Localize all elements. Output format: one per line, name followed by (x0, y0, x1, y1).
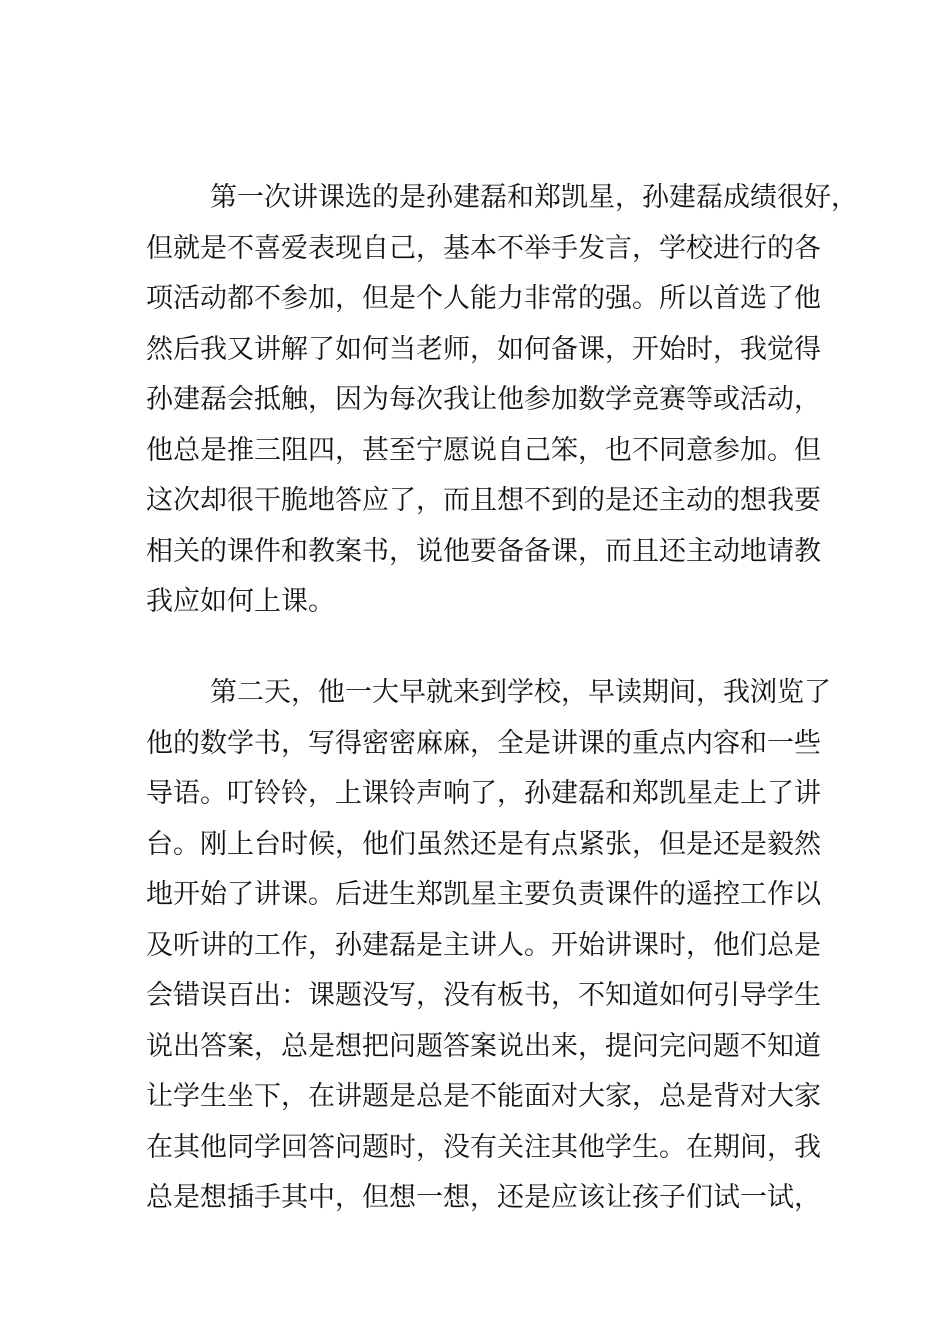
paragraph-line: 他的数学书，写得密密麻麻，全是讲课的重点内容和一些 (146, 728, 821, 759)
paragraph-line: 第二天，他一大早就来到学校，早读期间，我浏览了 (210, 677, 831, 708)
paragraph-line: 他总是推三阻四，甚至宁愿说自己笨，也不同意参加。但 (146, 435, 821, 466)
paragraph-line: 项活动都不参加，但是个人能力非常的强。所以首选了他 (146, 283, 821, 314)
paragraph-line: 我应如何上课。 (146, 586, 335, 617)
paragraph-line: 第一次讲课选的是孙建磊和郑凯星，孙建磊成绩很好， (210, 182, 858, 213)
paragraph-line: 但就是不喜爱表现自己，基本不举手发言，学校进行的各 (146, 233, 821, 264)
paragraph-line: 相关的课件和教案书，说他要备备课，而且还主动地请教 (146, 536, 821, 567)
paragraph-line: 会错误百出：课题没写，没有板书，不知道如何引导学生 (146, 980, 821, 1011)
paragraph-line: 地开始了讲课。后进生郑凯星主要负责课件的遥控工作以 (146, 879, 821, 910)
paragraph-line: 台。刚上台时候，他们虽然还是有点紧张，但是还是毅然 (146, 829, 821, 860)
paragraph-line: 孙建磊会抵触，因为每次我让他参加数学竞赛等或活动， (146, 384, 821, 415)
paragraph-line: 这次却很干脆地答应了，而且想不到的是还主动的想我要 (146, 485, 821, 516)
paragraph-line: 说出答案，总是想把问题答案说出来，提问完问题不知道 (146, 1031, 821, 1062)
paragraph-line: 让学生坐下，在讲题是总是不能面对大家，总是背对大家 (146, 1081, 821, 1112)
paragraph-line: 然后我又讲解了如何当老师，如何备课，开始时，我觉得 (146, 334, 821, 365)
paragraph-line: 总是想插手其中，但想一想，还是应该让孩子们试一试， (146, 1182, 821, 1213)
paragraph-line: 导语。叮铃铃，上课铃声响了，孙建磊和郑凯星走上了讲 (146, 778, 821, 809)
paragraph-line: 及听讲的工作，孙建磊是主讲人。开始讲课时，他们总是 (146, 930, 821, 961)
paragraph-line: 在其他同学回答问题时，没有关注其他学生。在期间，我 (146, 1132, 821, 1163)
